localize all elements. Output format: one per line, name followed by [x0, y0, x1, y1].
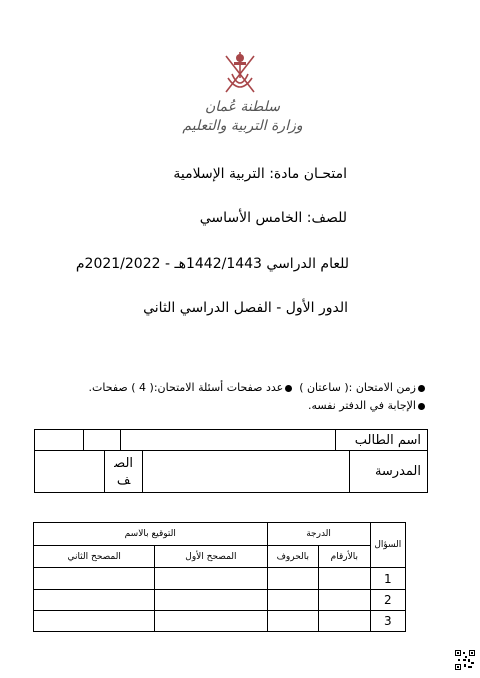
bullet-icon — [418, 385, 425, 392]
student-school-row — [34, 450, 428, 493]
grade-table — [33, 522, 406, 632]
pages-note: عدد صفحات أسئلة الامتحان:( 4 ) صفحات. — [88, 381, 284, 394]
class-value-cell[interactable] — [35, 430, 84, 451]
answer-note: الإجابة في الدفتر نفسه. — [307, 399, 416, 412]
grade-letters-cell[interactable] — [267, 568, 319, 590]
in-numbers-header: بالأرقام — [319, 546, 371, 568]
school-label: المدرسة — [349, 451, 427, 493]
second-corrector-header: المصحح الثاني — [34, 546, 155, 568]
first-corrector-header: المصحح الأول — [155, 546, 267, 568]
student-info-table — [34, 429, 428, 451]
school-field[interactable] — [143, 451, 349, 493]
exam-notes-line2 — [308, 399, 425, 412]
class-field[interactable] — [35, 451, 105, 493]
duration-note: زمن الامتحان :( ساعتان ) — [299, 381, 416, 394]
exam-subject: امتحـان مادة: التربية الإسلامية — [173, 166, 347, 182]
grade-letters-cell[interactable] — [267, 590, 319, 611]
exam-term: الدور الأول - الفصل الدراسي الثاني — [143, 300, 348, 316]
grade-letters-cell[interactable] — [267, 611, 319, 632]
question-number: 1 — [370, 568, 405, 590]
logo-text-line1: سلطنة عُمان — [204, 99, 281, 115]
class-label-text: الصف — [114, 455, 134, 488]
second-corrector-cell[interactable] — [34, 590, 155, 611]
second-corrector-cell[interactable] — [34, 611, 155, 632]
first-corrector-cell[interactable] — [155, 568, 267, 590]
second-corrector-cell[interactable] — [34, 568, 155, 590]
grade-numbers-cell[interactable] — [319, 611, 371, 632]
student-name-field[interactable] — [120, 430, 336, 451]
grade-header: الدرجة — [267, 523, 370, 546]
grade-numbers-cell[interactable] — [319, 568, 371, 590]
first-corrector-cell[interactable] — [155, 590, 267, 611]
exam-notes-line1 — [89, 381, 425, 394]
question-header: السؤال — [370, 523, 405, 568]
oman-emblem-icon — [212, 48, 268, 100]
bullet-icon — [418, 403, 425, 410]
qr-code-icon — [455, 650, 475, 670]
signature-header: التوقيع بالاسم — [34, 523, 268, 546]
grade-numbers-cell[interactable] — [319, 590, 371, 611]
question-number: 3 — [370, 611, 405, 632]
exam-grade: للصف: الخامس الأساسي — [199, 210, 347, 226]
class-label-spacer — [83, 430, 120, 451]
first-corrector-cell[interactable] — [155, 611, 267, 632]
bullet-icon — [285, 385, 292, 392]
student-name-label: اسم الطالب — [336, 430, 428, 451]
class-label — [104, 451, 143, 493]
logo-text-line2: وزارة التربية والتعليم — [182, 118, 303, 134]
in-letters-header: بالحروف — [267, 546, 319, 568]
ministry-logo-text — [175, 98, 310, 136]
exam-year: للعام الدراسي 1442/1443هـ - 2021/2022م — [75, 256, 349, 272]
question-number: 2 — [370, 590, 405, 611]
